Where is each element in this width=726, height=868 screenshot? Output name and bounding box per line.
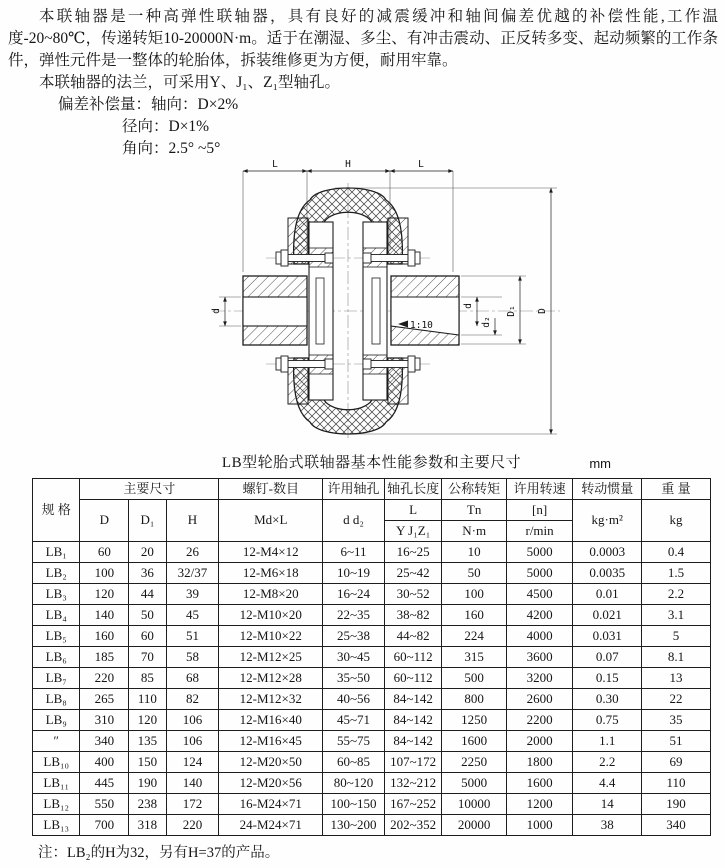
table-cell: 160 [442, 605, 506, 626]
compensation-axial: 轴向：D×2% [151, 96, 239, 113]
table-cell: 12-M16×45 [219, 731, 323, 752]
table-cell: 12-M12×32 [219, 689, 323, 710]
table-cell: 12-M20×56 [219, 773, 323, 794]
table-cell: 4.4 [573, 773, 642, 794]
table-cell: 44~82 [384, 626, 442, 647]
table-cell: 35 [642, 710, 711, 731]
table-cell: 50 [442, 563, 506, 584]
col-header-torque-unit: N·m [442, 521, 506, 542]
table-cell: 185 [80, 647, 129, 668]
table-cell: 0.01 [573, 584, 642, 605]
table-cell: 16-M24×71 [219, 794, 323, 815]
table-row [33, 542, 711, 563]
table-cell: 1.5 [642, 563, 711, 584]
table-cell: LB₅ [33, 626, 80, 647]
col-header-weight-unit: kg [642, 500, 711, 542]
table-cell: 12-M4×12 [219, 542, 323, 563]
table-cell: 58 [166, 647, 219, 668]
col-header-D: D [80, 500, 129, 542]
table-cell: ″ [33, 731, 80, 752]
table-cell: 120 [129, 710, 166, 731]
table-cell: 100 [442, 584, 506, 605]
table-cell: 35~50 [323, 668, 385, 689]
table-cell: 22~35 [323, 605, 385, 626]
table-cell: 140 [166, 773, 219, 794]
table-cell: 51 [642, 731, 711, 752]
table-cell: 340 [642, 815, 711, 836]
table-cell: 0.0035 [573, 563, 642, 584]
dim-label-d-right: d [463, 303, 474, 309]
col-group-torque: 公称转矩 [442, 479, 506, 500]
compensation-label: 偏差补偿量： [58, 96, 152, 113]
col-group-screws: 螺钉-数目 [219, 479, 323, 500]
table-row [33, 668, 711, 689]
table-body [33, 542, 711, 836]
table-cell: 16~25 [384, 542, 442, 563]
table-cell: 24-M24×71 [219, 815, 323, 836]
table-row [33, 731, 711, 752]
col-group-bore-length: 轴孔长度 [384, 479, 442, 500]
table-title: LB型轮胎式联轴器基本性能参数和主要尺寸 [221, 455, 522, 471]
table-row [33, 647, 711, 668]
table-cell: 10~19 [323, 563, 385, 584]
table-cell: 5000 [506, 542, 572, 563]
col-group-inertia: 转动惯量 [573, 479, 642, 500]
table-cell: 85 [129, 668, 166, 689]
table-cell: 3.1 [642, 605, 711, 626]
table-cell: 550 [80, 794, 129, 815]
table-row [33, 605, 711, 626]
table-cell: 60~112 [384, 647, 442, 668]
table-header [33, 479, 711, 542]
table-cell: 2000 [506, 731, 572, 752]
table-cell: 0.021 [573, 605, 642, 626]
table-cell: 55~75 [323, 731, 385, 752]
table-cell: 69 [642, 752, 711, 773]
table-cell: 20000 [442, 815, 506, 836]
table-cell: 100 [80, 563, 129, 584]
table-cell: LB₁₂ [33, 794, 80, 815]
table-cell: 50 [129, 605, 166, 626]
table-cell: 20 [129, 542, 166, 563]
table-row [33, 794, 711, 815]
table-cell: 13 [642, 668, 711, 689]
table-cell: 12-M16×40 [219, 710, 323, 731]
table-cell: 2250 [442, 752, 506, 773]
compensation-radial: 径向：D×1% [122, 118, 210, 135]
table-cell: 106 [166, 731, 219, 752]
table-cell: 130~200 [323, 815, 385, 836]
table-cell: 12-M12×28 [219, 668, 323, 689]
table-cell: 14 [573, 794, 642, 815]
dim-label-L-left: L [272, 159, 278, 170]
coupling-parameters-table [32, 478, 711, 836]
col-group-weight: 重 量 [642, 479, 711, 500]
table-cell: 80~120 [323, 773, 385, 794]
table-cell: 3200 [506, 668, 572, 689]
table-cell: 12-M6×18 [219, 563, 323, 584]
table-cell: 1000 [506, 815, 572, 836]
table-section [32, 452, 711, 862]
table-cell: 202~352 [384, 815, 442, 836]
dim-label-d-left: d [211, 308, 222, 314]
table-cell: 265 [80, 689, 129, 710]
table-cell: 800 [442, 689, 506, 710]
table-cell: 0.4 [642, 542, 711, 563]
table-cell: LB₈ [33, 689, 80, 710]
right-hub [391, 276, 459, 345]
col-header-bore-types: Y J₁Z₁ [384, 521, 442, 542]
col-header-screw-size: Md×L [219, 500, 323, 542]
table-cell: LB₁₁ [33, 773, 80, 794]
table-cell: 100~150 [323, 794, 385, 815]
table-cell: 8.1 [642, 647, 711, 668]
table-cell: LB₁₃ [33, 815, 80, 836]
col-header-bore-length-L: L [384, 500, 442, 521]
table-cell: 10 [442, 542, 506, 563]
table-cell: 1600 [442, 731, 506, 752]
col-group-main-dims: 主要尺寸 [80, 479, 219, 500]
table-row [33, 626, 711, 647]
table-cell: 500 [442, 668, 506, 689]
table-cell: 4500 [506, 584, 572, 605]
table-cell: 84~142 [384, 689, 442, 710]
table-cell: 12-M8×20 [219, 584, 323, 605]
dim-label-d2: d₂ [481, 316, 492, 328]
table-cell: 82 [166, 689, 219, 710]
table-cell: 238 [129, 794, 166, 815]
table-cell: 30~52 [384, 584, 442, 605]
table-cell: 25~42 [384, 563, 442, 584]
col-group-speed: 许用转速 [506, 479, 572, 500]
table-cell: 4200 [506, 605, 572, 626]
table-cell: 310 [80, 710, 129, 731]
table-cell: 12-M10×22 [219, 626, 323, 647]
col-header-bore-diam: d d₂ [323, 500, 385, 542]
table-cell: 12-M20×50 [219, 752, 323, 773]
table-cell: 0.75 [573, 710, 642, 731]
table-cell: 38~82 [384, 605, 442, 626]
table-cell: 39 [166, 584, 219, 605]
table-cell: LB₂ [33, 563, 80, 584]
table-cell: 12-M12×25 [219, 647, 323, 668]
table-cell: 2600 [506, 689, 572, 710]
table-cell: 45 [166, 605, 219, 626]
table-cell: 172 [166, 794, 219, 815]
table-cell: 25~38 [323, 626, 385, 647]
table-row [33, 752, 711, 773]
table-cell: 445 [80, 773, 129, 794]
table-cell: 4000 [506, 626, 572, 647]
dim-label-D: D [537, 308, 548, 314]
dim-label-L-right: L [418, 159, 424, 170]
table-row [33, 815, 711, 836]
table-row [33, 563, 711, 584]
col-header-inertia-unit: kg·m² [573, 500, 642, 542]
table-cell: 5000 [506, 563, 572, 584]
table-cell: LB₁₀ [33, 752, 80, 773]
table-cell: 44 [129, 584, 166, 605]
table-cell: 700 [80, 815, 129, 836]
table-cell: 400 [80, 752, 129, 773]
table-cell: LB₉ [33, 710, 80, 731]
table-cell: 60~112 [384, 668, 442, 689]
col-header-speed-unit: r/min [506, 521, 572, 542]
table-cell: 110 [642, 773, 711, 794]
compensation-angular: 角向：2.5° ~5° [122, 140, 221, 157]
table-cell: 124 [166, 752, 219, 773]
table-cell: 70 [129, 647, 166, 668]
table-cell: 16~24 [323, 584, 385, 605]
table-cell: 120 [80, 584, 129, 605]
table-cell: 45~71 [323, 710, 385, 731]
col-header-D1: D₁ [129, 500, 166, 542]
table-cell: 315 [442, 647, 506, 668]
col-header-H: H [166, 500, 219, 542]
table-cell: LB₁ [33, 542, 80, 563]
table-cell: 60 [80, 542, 129, 563]
table-cell: 0.07 [573, 647, 642, 668]
table-row [33, 689, 711, 710]
table-cell: 38 [573, 815, 642, 836]
col-group-bore: 许用轴孔 [323, 479, 385, 500]
table-cell: 220 [80, 668, 129, 689]
table-cell: 10000 [442, 794, 506, 815]
table-row [33, 584, 711, 605]
table-cell: 0.30 [573, 689, 642, 710]
table-cell: 190 [129, 773, 166, 794]
table-cell: 36 [129, 563, 166, 584]
table-cell: LB₇ [33, 668, 80, 689]
col-header-torque-symbol: Tn [442, 500, 506, 521]
table-cell: 3600 [506, 647, 572, 668]
table-cell: 2.2 [642, 584, 711, 605]
table-row [33, 773, 711, 794]
left-hub [243, 276, 307, 345]
table-cell: 60 [129, 626, 166, 647]
table-cell: 224 [442, 626, 506, 647]
table-cell: 5 [642, 626, 711, 647]
table-cell: 84~142 [384, 731, 442, 752]
table-cell: 2.2 [573, 752, 642, 773]
table-cell: 106 [166, 710, 219, 731]
table-cell: 1.1 [573, 731, 642, 752]
table-title-row [32, 452, 711, 478]
table-cell: 40~56 [323, 689, 385, 710]
intro-paragraph-2: 本联轴器的法兰，可采用Y、J₁、Z₁型轴孔。 [39, 74, 341, 91]
table-cell: 68 [166, 668, 219, 689]
col-header-spec: 规 格 [33, 479, 80, 542]
table-cell: 1800 [506, 752, 572, 773]
table-cell: 6~11 [323, 542, 385, 563]
table-note: 注：LB₂的H为32，另有H=37的产品。 [38, 845, 280, 861]
intro-paragraph-1: 本联轴器是一种高弹性联轴器，具有良好的减震缓冲和轴间偏差优越的补偿性能,工作温度-20~80℃，传递转矩10-20000N·m。适于在潮湿、多尘、有冲击震动、正反转多变、起动频繁的工作条件，弹性元件是一整体的轮胎体，拆装维修更为方便，耐用牢靠。 [8, 8, 718, 69]
table-cell: 5000 [442, 773, 506, 794]
table-cell: 167~252 [384, 794, 442, 815]
table-cell: 140 [80, 605, 129, 626]
table-row [33, 710, 711, 731]
table-cell: 190 [642, 794, 711, 815]
compensation-line-axial [8, 94, 718, 116]
table-cell: LB₃ [33, 584, 80, 605]
table-cell: 12-M10×20 [219, 605, 323, 626]
table-cell: 32/37 [166, 563, 219, 584]
dim-label-D1: D₁ [506, 305, 517, 317]
table-cell: 1600 [506, 773, 572, 794]
table-cell: 160 [80, 626, 129, 647]
table-cell: 84~142 [384, 710, 442, 731]
table-cell: 22 [642, 689, 711, 710]
intro-text-block [8, 6, 718, 160]
table-cell: 51 [166, 626, 219, 647]
table-cell: 110 [129, 689, 166, 710]
table-cell: 150 [129, 752, 166, 773]
table-cell: 107~172 [384, 752, 442, 773]
table-cell: LB₆ [33, 647, 80, 668]
taper-label: 1:10 [410, 320, 433, 331]
table-cell: LB₄ [33, 605, 80, 626]
table-cell: 60~85 [323, 752, 385, 773]
col-header-speed-symbol: [n] [506, 500, 572, 521]
table-cell: 1250 [442, 710, 506, 731]
table-cell: 0.0003 [573, 542, 642, 563]
table-cell: 135 [129, 731, 166, 752]
table-unit: mm [589, 456, 611, 471]
table-cell: 132~212 [384, 773, 442, 794]
table-cell: 1200 [506, 794, 572, 815]
coupling-section-diagram [205, 158, 565, 443]
table-cell: 318 [129, 815, 166, 836]
dim-label-H: H [345, 159, 351, 170]
table-cell: 340 [80, 731, 129, 752]
table-cell: 2200 [506, 710, 572, 731]
table-cell: 0.031 [573, 626, 642, 647]
table-cell: 26 [166, 542, 219, 563]
table-cell: 0.15 [573, 668, 642, 689]
table-cell: 30~45 [323, 647, 385, 668]
table-cell: 220 [166, 815, 219, 836]
